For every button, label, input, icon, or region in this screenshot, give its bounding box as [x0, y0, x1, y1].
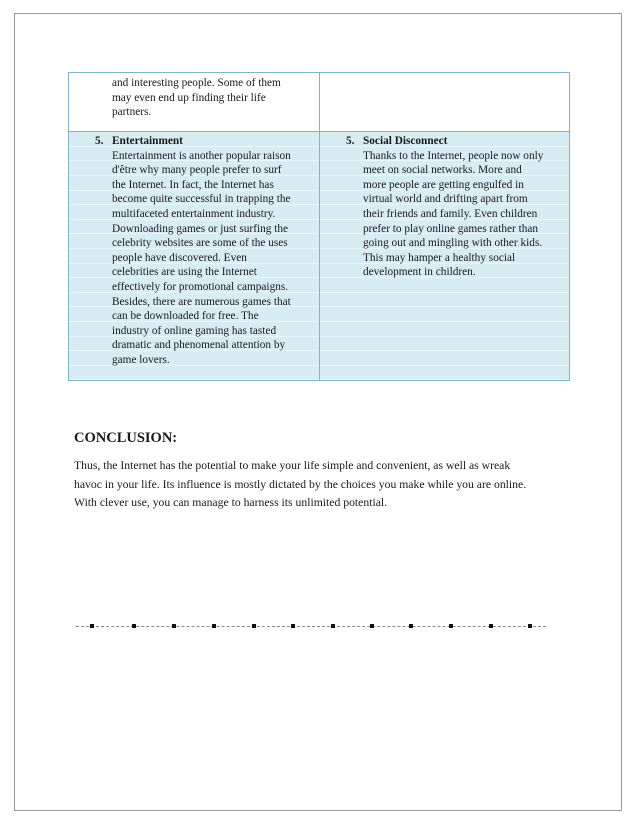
cell-line: celebrity websites are some of the uses	[112, 237, 288, 250]
cell-line: development in children.	[363, 266, 476, 279]
divider-dot	[331, 624, 335, 628]
paragraph-line: havoc in your life. Its influence is mostly dictated by the choices you make while you are online.	[74, 477, 527, 491]
divider-dot	[212, 624, 216, 628]
item-number: 5.	[95, 135, 104, 147]
cell-line: people have discovered. Even	[112, 251, 247, 264]
cell-line: and interesting people. Some of them	[112, 77, 281, 89]
cell-line: multifaceted entertainment industry.	[112, 207, 276, 220]
divider-dot	[528, 624, 532, 628]
cell-line: their friends and family. Even children	[363, 207, 538, 220]
cell-line: game lovers.	[112, 353, 170, 366]
cell-line: may even end up finding their life	[112, 91, 266, 104]
table-row	[69, 132, 569, 380]
cell-line: Thanks to the Internet, people now only	[363, 149, 544, 162]
table-cell-right	[320, 73, 569, 131]
cell-line: can be downloaded for free. The	[112, 310, 259, 323]
divider-dot	[252, 624, 256, 628]
divider-dot	[409, 624, 413, 628]
cell-line: partners.	[112, 106, 152, 119]
paragraph-line: With clever use, you can manage to harness its unlimited potential.	[74, 496, 388, 510]
divider-dot	[90, 624, 94, 628]
cell-line: industry of online gaming has tasted	[112, 324, 277, 337]
table-cell-left	[69, 73, 320, 131]
cell-line: become quite successful in trapping the	[112, 193, 291, 206]
conclusion-heading: CONCLUSION:	[74, 430, 178, 446]
table-cell-left	[69, 132, 320, 380]
divider-dot	[132, 624, 136, 628]
item-number: 5.	[346, 135, 355, 147]
decorative-divider	[76, 626, 546, 632]
conclusion-paragraph	[74, 457, 574, 513]
cell-line: going out and mingling with other kids.	[363, 237, 543, 250]
cell-line: Entertainment is another popular raison	[112, 149, 291, 162]
cell-line: celebrities are using the Internet	[112, 266, 257, 279]
item-title: Entertainment	[112, 135, 183, 147]
cell-line: d'être why many people prefer to surf	[112, 164, 282, 177]
divider-dot	[291, 624, 295, 628]
cell-line: the Internet. In fact, the Internet has	[112, 178, 274, 191]
divider-dot	[172, 624, 176, 628]
cell-line: meet on social networks. More and	[363, 164, 522, 177]
cell-line: Besides, there are numerous games that	[112, 295, 291, 308]
cell-line: Downloading games or just surfing the	[112, 222, 289, 235]
table-cell-right	[320, 132, 569, 380]
cell-line: effectively for promotional campaigns.	[112, 280, 289, 293]
table-row	[69, 73, 569, 132]
cell-line: This may hamper a healthy social	[363, 251, 516, 264]
divider-dot	[489, 624, 493, 628]
item-title: Social Disconnect	[363, 135, 448, 147]
divider-dot	[370, 624, 374, 628]
cell-line: virtual world and drifting apart from	[363, 193, 528, 206]
cell-line: prefer to play online games rather than	[363, 222, 539, 235]
comparison-table	[68, 72, 570, 381]
cell-line: dramatic and phenomenal attention by	[112, 339, 286, 352]
paragraph-line: Thus, the Internet has the potential to make your life simple and convenient, as well as wreak	[74, 459, 511, 472]
divider-dot	[449, 624, 453, 628]
cell-line: more people are getting engulfed in	[363, 178, 524, 191]
